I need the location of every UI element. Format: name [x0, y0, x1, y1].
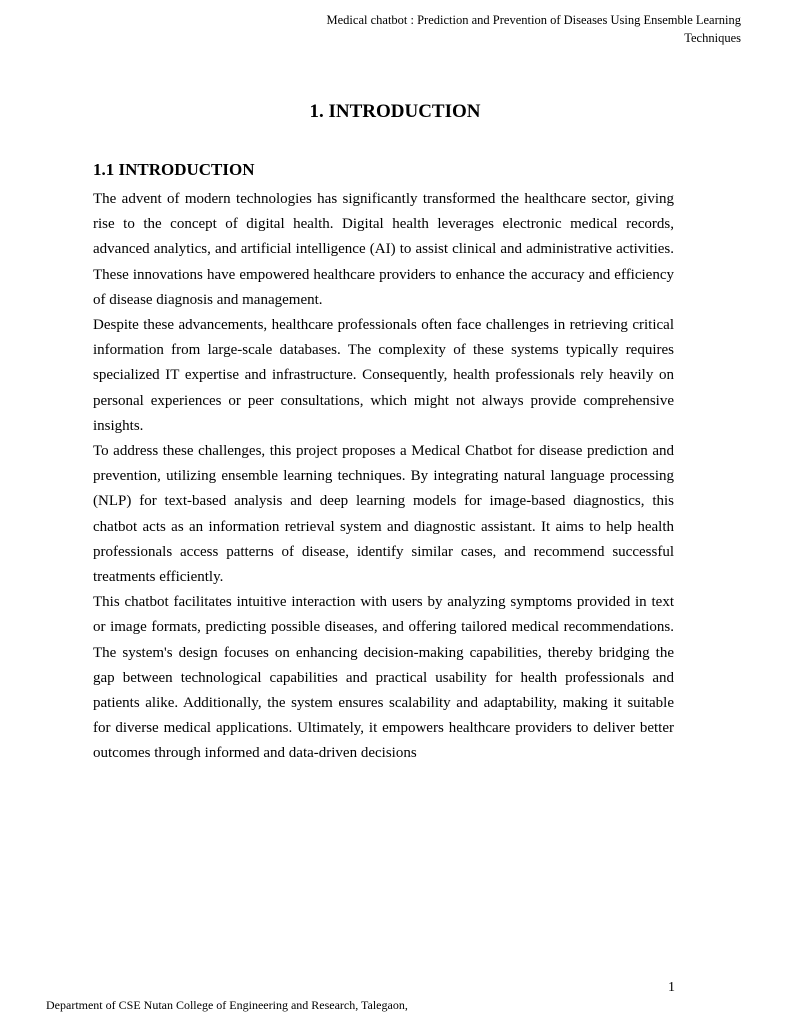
- running-header: Medical chatbot : Prediction and Prevention of Diseases Using Ensemble Learning Techniques: [326, 13, 741, 45]
- chapter-title: 1. INTRODUCTION: [309, 101, 481, 122]
- paragraph-1: The advent of modern technologies has significantly transformed the healthcare sector, giving rise to the concept of digital health. Digital health leverages electronic medical records, advanced analytics, and artificial intelligence (AI) to assist clinical and administrative activities. These innovations have empowered healthcare providers to enhance the accuracy and efficiency of disease diagnosis and management.: [93, 191, 674, 308]
- running-footer: Department of CSE Nutan College of Engineering and Research, Talegaon,: [46, 998, 408, 1012]
- paragraph-4: This chatbot facilitates intuitive interaction with users by analyzing symptoms provided in text or image formats, predicting possible diseases, and offering tailored medical recommendations. The system's design focuses on enhancing decision-making capabilities, thereby bridging the gap between technological capabilities and practical usability for health professionals and patients alike. Additionally, the system ensures scalability and adaptability, making it suitable for diverse medical applications. Ultimately, it empowers healthcare providers to deliver better outcomes through informed and data-driven decisions: [93, 594, 674, 762]
- body-text: [93, 187, 674, 767]
- paragraph-3: To address these challenges, this project proposes a Medical Chatbot for disease prediction and prevention, utilizing ensemble learning techniques. By integrating natural language processing (NLP) for text-based analysis and deep learning models for image-based diagnostics, this chatbot acts as an information retrieval system and diagnostic assistant. It aims to help health professionals access patterns of disease, identify similar cases, and recommend successful treatments efficiently.: [93, 443, 674, 586]
- paragraph-2: Despite these advancements, healthcare professionals often face challenges in retrieving critical information from large-scale databases. The complexity of these systems typically requires specialized IT expertise and infrastructure. Consequently, health professionals rely heavily on personal experiences or peer consultations, which might not always provide comprehensive insights.: [93, 317, 674, 434]
- page-number: 1: [668, 980, 675, 995]
- section-heading: 1.1 INTRODUCTION: [93, 160, 255, 179]
